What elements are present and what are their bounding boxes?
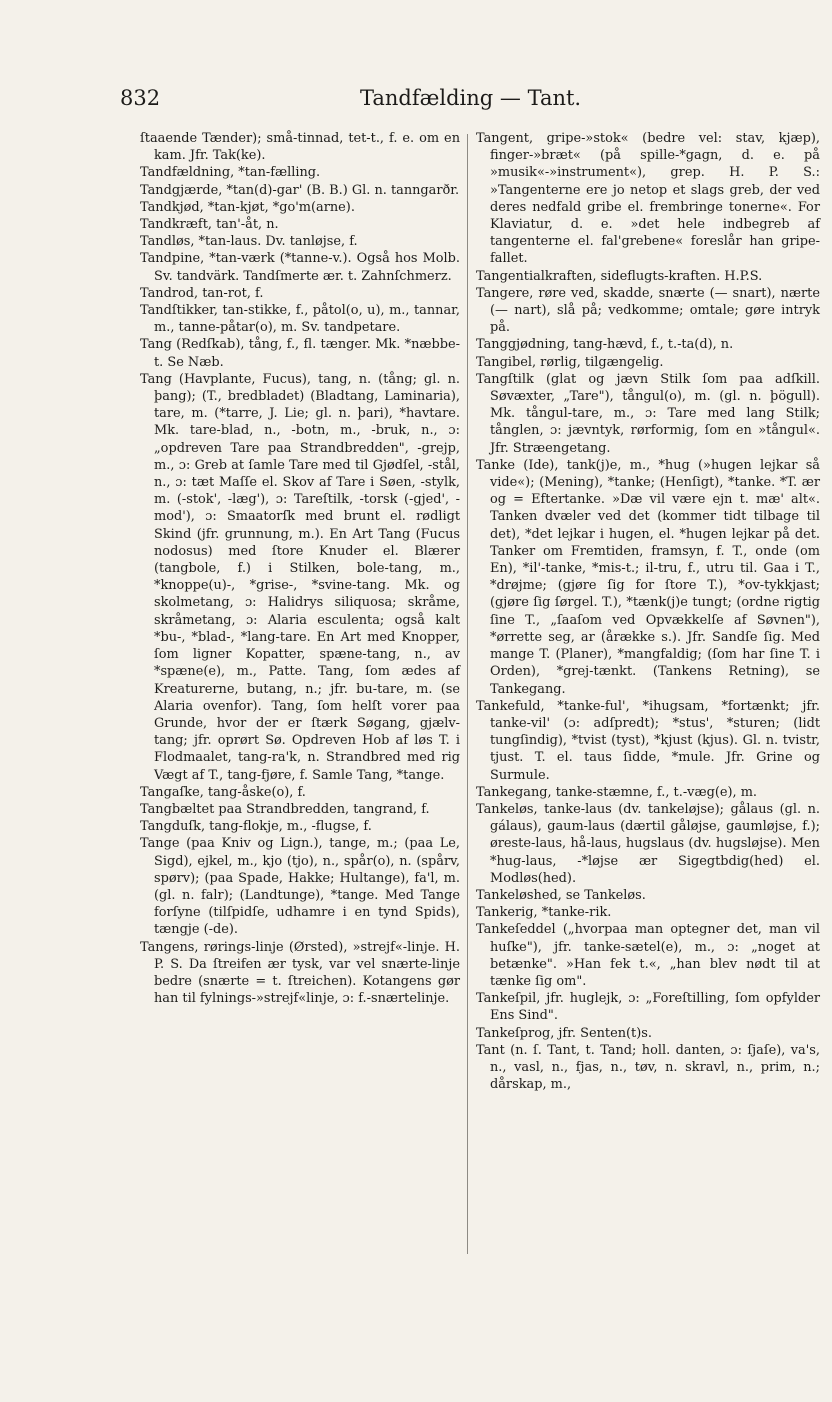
dictionary-columns: [140, 130, 820, 1260]
running-title: Tandfælding — Tant.: [360, 86, 582, 110]
dictionary-entry: Tang (Redſkab), tång, f., fl. tænger. Mk. *næbbe-t. Se Næb.: [140, 337, 460, 370]
column-divider: [467, 134, 468, 1254]
dictionary-entry: Tandrod, tan-rot, f.: [140, 285, 264, 301]
page-header: [120, 86, 820, 118]
dictionary-entry: Tankeſeddel („hvorpaa man optegner det, man vil huſke"), jfr. tanke-sætel(e), m., ɔ: „noget at betænke". »Han fek t.«, „han blev nødt til at tænke ſig om".: [476, 922, 820, 989]
dictionary-entry: Tankeløshed, se Tankeløs.: [476, 887, 646, 903]
dictionary-entry: Tandløs, *tan-laus. Dv. tanløjse, f.: [140, 234, 358, 250]
dictionary-entry: Tangibel, rørlig, tilgængelig.: [476, 354, 664, 370]
dictionary-entry: Tankeſpil, jfr. huglejk, ɔ: „Foreſtilling, ſom opfylder Ens Sind".: [476, 991, 820, 1024]
dictionary-entry: Tandkjød, *tan-kjøt, *go'm(arne).: [140, 199, 355, 215]
dictionary-entry: ſtaaende Tænder); små-tinnad, tet-t., f. e. om en kam. Jfr. Tak(ke).: [140, 131, 460, 164]
dictionary-entry: Tangſtilk (glat og jævn Stilk ſom paa adſkill. Søvæxter, „Tare"), tångul(o), m. (gl. n. þögull). Mk. tångul-tare, m., ɔ: Tare med lang Stilk; tånglen, ɔ: jævntyk, rørformig, ſom en »tångul«. Jfr. Stræengetang.: [476, 371, 820, 456]
dictionary-entry: Tangbæltet paa Strandbredden, tangrand, f.: [140, 801, 430, 817]
dictionary-entry: Tankegang, tanke-stæmne, f., t.-væg(e), m.: [476, 784, 758, 800]
right-column: [476, 130, 820, 1093]
dictionary-entry: Tangentialkraften, sideflugts-kraften. H.P.S.: [476, 268, 763, 284]
dictionary-entry: Tankefuld, *tanke-ful', *ihugsam, *fortænkt; jfr. tanke-vil' (ɔ: adſpredt); *stus', *sturen; (lidt tungſindig), *tvist (tyst), *kjust (kjus). Gl. n. tvistr, tjust. T. el. taus ſidde, *mule. Jfr. Grine og Surmule.: [476, 698, 820, 783]
dictionary-entry: Tant (n. ſ. Tant, t. Tand; holl. danten, ɔ: ſjaſe), va's, n., vasl, n., fjas, n., tøv, n. skravl, n., prim, n.; dårskap, m.,: [476, 1042, 820, 1093]
dictionary-entry: Tandkræft, tan'-åt, n.: [140, 217, 279, 233]
dictionary-entry: Tangaſke, tang-åske(o), f.: [140, 784, 306, 800]
dictionary-entry: Tandpine, *tan-værk (*tanne-v.). Også hos Molb. Sv. tandvärk. Tandſmerte ær. t. Zahnſchmerz.: [140, 251, 460, 284]
left-column: [140, 130, 460, 1007]
dictionary-entry: Tandſtikker, tan-stikke, f., påtol(o, u), m., tannar, m., tanne-påtar(o), m. Sv. tandpetare.: [140, 303, 460, 336]
dictionary-entry: Tangere, røre ved, skadde, snærte (— snart), nærte (— nart), slå på; vedkomme; omtale; gøre intryk på.: [476, 285, 820, 336]
dictionary-entry: Tankeløs, tanke-laus (dv. tankeløjse); gålaus (gl. n. gálaus), gaum-laus (dærtil gåløjse, gaumløjse, f.); øreste-laus, hå-laus, hugslaus (dv. hugsløjse). Men *hug-laus, -*løjse ær Sigegtbdig(hed) el. Modløs(hed).: [476, 801, 820, 886]
dictionary-entry: Tange (paa Kniv og Lign.), tange, m.; (paa Le, Sigd), ejkel, m., kjo (tjo), n., spår(o), n. (spårv, spørv); (paa Spade, Hakke; Hultange), fa'l, m. (gl. n. falr); (Landtunge), *tange. Med Tange forſyne (tilſpidſe, udhamre i en tynd Spids), tængje (-de).: [140, 836, 460, 938]
dictionary-entry: Tandfældning, *tan-fælling.: [140, 165, 321, 181]
dictionary-entry: Tanggjødning, tang-hævd, f., t.-ta(d), n.: [476, 337, 734, 353]
dictionary-entry: Tankeſprog, jfr. Senten(t)s.: [476, 1025, 652, 1041]
dictionary-entry: Tang (Havplante, Fucus), tang, n. (tång; gl. n. þang); (T., bredbladet) (Bladtang, Laminaria), tare, m. (*tarre, J. Lie; gl. n. þari), *havtare. Mk. tare-blad, n., -botn, m., -bruk, n., ɔ: „opdreven Tare paa Strandbredden", -grejp, m., ɔ: Greb at ſamle Tare med til Gjødſel, -stål, n., ɔ: tæt Maſſe el. Skov af Tare i Søen, -stylk, m. (-stok', -læg'), ɔ: Tareſtilk, -torsk (-gjed', -mod'), ɔ: Smaatorſk med brunt el. rødligt Skind (jfr. grunnung, m.). En Art Tang (Fucus nodosus) med ſtore Knuder el. Blærer (tangbole, f.) i Stilken, bole-tang, m., *knoppe(u)-, *grise-, *svine-tang. Mk. og skolmetang, ɔ: Halidrys siliquosa; skråme, skråmetang, ɔ: Alaria esculenta; også kalt *bu-, *blad-, *lang-tare. En Art med Knopper, ſom ligner Kopatter, spæne-tang, n., av *spæne(e), m., Patte. Tang, ſom ædes af Kreaturerne, butang, n.; jfr. bu-tare, m. (se Alaria ovenfor). Tang, ſom helſt vorer paa Grunde, hvor der er ſtærk Søgang, gjælv-tang; jfr. oprørt Sø. Opdreven Hob af løs T. i Flodmaalet, tang-ra'k, n. Strandbred med rig Vægt af T., tang-fjøre, f. Samle Tang, *tange.: [140, 371, 460, 783]
dictionary-entry: Tangens, rørings-linje (Ørsted), »strejf«-linje. H. P. S. Da ſtreifen ær tysk, var vel snærte-linje bedre (snærte = t. ſtreichen). Kotangens gør han til fylnings-»strejf«linje, ɔ: f.-snærtelinje.: [140, 939, 460, 1007]
dictionary-entry: Tangduſk, tang-flokje, m., -flugse, f.: [140, 819, 372, 835]
dictionary-entry: Tankerig, *tanke-rik.: [476, 905, 612, 921]
dictionary-entry: Tandgjærde, *tan(d)-gar' (B. B.) Gl. n. tanngarðr.: [140, 182, 460, 198]
dictionary-entry: Tangent, gripe-»stok« (bedre vel: stav, kjæp), finger-»bræt« (på spille-*gagn, d. e. på »musik«-»instrument«), grep. H. P. S.: »Tangenterne ere jo netop et slags greb, der ved deres nedfald gribe el. frembringe tonerne«. For Klaviatur, d. e. »det hele indbegreb af tangenterne el. fal'grebene« foreslår han gripe-fallet.: [476, 131, 820, 267]
page-number: 832: [120, 86, 161, 110]
dictionary-entry: Tanke (Ide), tank(j)e, m., *hug (»hugen lejkar så vide«); (Mening), *tanke; (Henſigt), *tanke. *T. ær og = Eftertanke. »Dæ vil være ejn t. mæ' alt«. Tanken dvæler ved det (kommer tidt tilbage til det), *det lejkar i hugen, el. *hugen lejkar på det. Tanker om Fremtiden, framsyn, f. T., onde (om En), *il'-tanke, *mis-t.; il-tru, f., utru til. Gaa i T., *drøjme; (gjøre ſig for ſtore T.), *ov-tykkjast; (gjøre ſig ſørgel. T.), *tænk(j)e tungt; (ordne rigtig ſine T., „ſaaſom ved Opvækkelſe af Søvnen"), *ørrette seg, ar (årække s.). Jfr. Sandſe ſig. Med mange T. (Planer), *mangfaldig; (ſom har ſine T. i Orden), *grej-tænkt. (Tankens Retning), se Tankegang.: [476, 457, 820, 697]
